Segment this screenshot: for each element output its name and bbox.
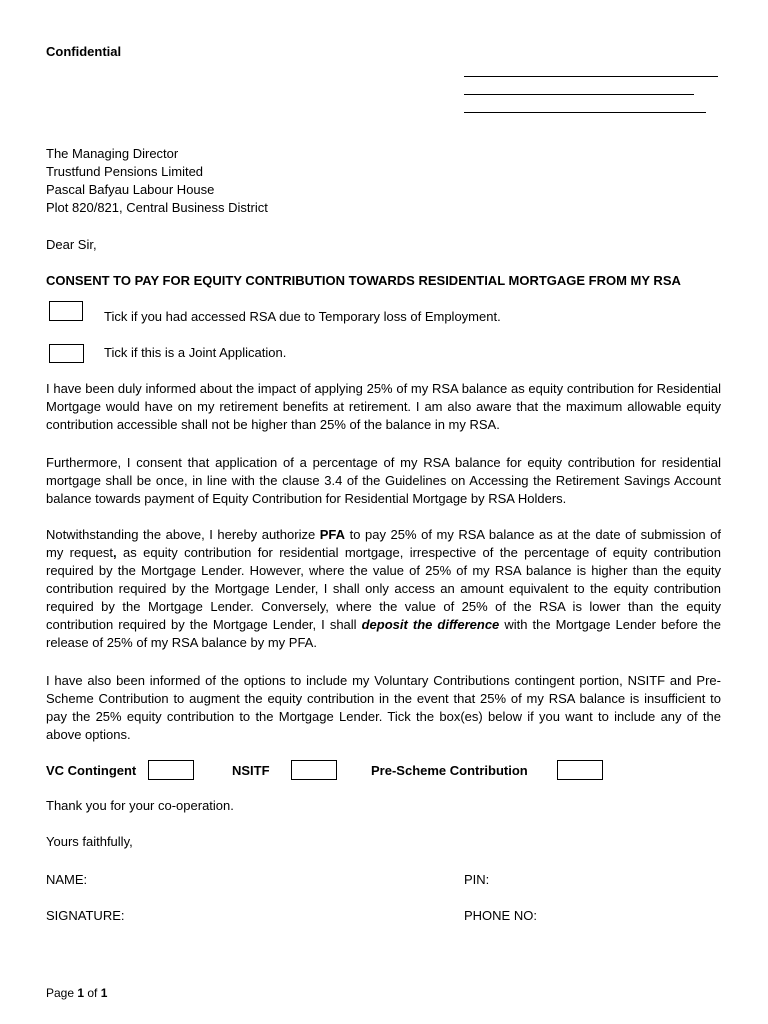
recipient-line-1: The Managing Director: [46, 146, 179, 161]
temporary-loss-checkbox[interactable]: [49, 301, 83, 321]
closing-line: Yours faithfully,: [46, 834, 133, 849]
of-word: of: [84, 986, 101, 1000]
temporary-loss-label: Tick if you had accessed RSA due to Temporary loss of Employment.: [104, 309, 501, 324]
authorization-text-a: Notwithstanding the above, I hereby authorize: [46, 527, 320, 542]
nsitf-checkbox[interactable]: [291, 760, 337, 780]
paragraph-options: I have also been informed of the options to include my Voluntary Contributions contingent portion, NSITF and Pre-Scheme Contribution to augment the equity contribution in the event that 25% of my RSA balance is insufficient to pay the 25% equity contribution to the Mortgage Lender. Tick the box(es) below if you want to include any of the above options.: [46, 673, 721, 742]
paragraph-authorization: [46, 526, 721, 652]
confidential-label: Confidential: [46, 44, 122, 59]
pre-scheme-checkbox[interactable]: [557, 760, 603, 780]
deposit-difference-emphasis: deposit the difference: [361, 617, 500, 632]
pin-field-label: PIN:: [464, 872, 490, 887]
thank-you-line: Thank you for your co-operation.: [46, 798, 234, 813]
pre-scheme-label: Pre-Scheme Contribution: [371, 763, 528, 778]
recipient-line-3: Pascal Bafyau Labour House: [46, 182, 215, 197]
phone-field-label: PHONE NO:: [464, 908, 537, 923]
pfa-placeholder: PFA: [319, 527, 346, 542]
address-line-1[interactable]: [464, 76, 718, 77]
paragraph-impact: I have been duly informed about the impact of applying 25% of my RSA balance as equity contribution for Residential Mortgage would have on my retirement benefits at retirement. I am also aware that the maximum allowable equity contribution accessible shall not be higher than 25% of the balance in my RSA.: [46, 381, 721, 432]
current-page: 1: [77, 986, 85, 1000]
authorization-text-d: with the Mortgage Lender before the release of 25% of my RSA balance by my PFA.: [46, 617, 722, 650]
joint-application-checkbox[interactable]: [49, 344, 84, 363]
sender-address-lines: [464, 62, 718, 113]
authorization-text-b: to pay 25% of my RSA balance as at the date of submission of my request: [46, 527, 721, 560]
signature-field-label: SIGNATURE:: [46, 908, 125, 923]
page-number-footer: [46, 984, 107, 1002]
name-field-label: NAME:: [46, 872, 88, 887]
vc-contingent-checkbox[interactable]: [148, 760, 194, 780]
salutation: Dear Sir,: [46, 237, 97, 252]
joint-application-label: Tick if this is a Joint Application.: [104, 345, 287, 360]
address-line-2[interactable]: [464, 94, 694, 95]
paragraph-consent: Furthermore, I consent that application of a percentage of my RSA balance for equity contribution for residential mortgage shall be once, in line with the clause 3.4 of the Guidelines on Accessing the Retirement Savings Account balance towards payment of Equity Contribution for Residential Mortgage by RSA Holders.: [46, 455, 721, 506]
authorization-text-c: as equity contribution for residential mortgage, irrespective of the percentage of equity contribution required by the Mortgage Lender. However, where the value of 25% of my RSA balance is higher than the equity contribution required by the Mortgage Lender, I shall only access an amount equivalent to the equity contribution required by the Mortgage Lender. Conversely, where the value of 25% of the RSA is lower than the equity contribution required by the Mortgage Lender, I shall: [46, 545, 721, 632]
recipient-line-2: Trustfund Pensions Limited: [46, 164, 204, 179]
total-pages: 1: [100, 986, 108, 1000]
vc-contingent-label: VC Contingent: [46, 763, 137, 778]
page-word: Page: [46, 986, 78, 1000]
contribution-options-row: [46, 760, 726, 782]
address-line-3[interactable]: [464, 112, 706, 113]
recipient-line-4: Plot 820/821, Central Business District: [46, 200, 268, 215]
nsitf-label: NSITF: [232, 763, 270, 778]
authorization-comma: ,: [113, 545, 117, 560]
recipient-address: [46, 145, 268, 217]
letter-heading: CONSENT TO PAY FOR EQUITY CONTRIBUTION TOWARDS RESIDENTIAL MORTGAGE FROM MY RSA: [46, 273, 681, 288]
